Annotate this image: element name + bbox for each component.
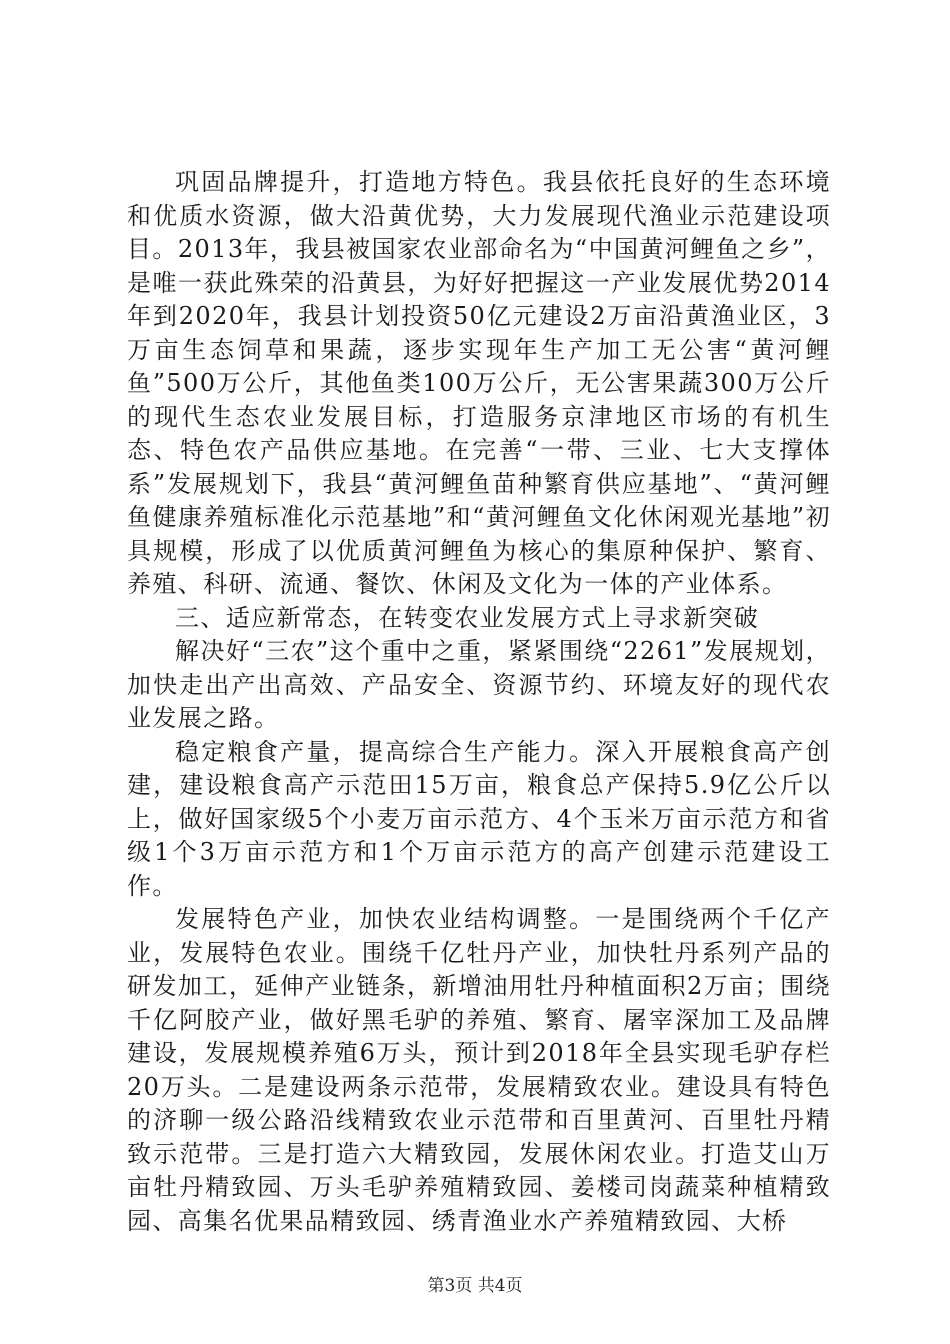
- paragraph-brand: 巩固品牌提升，打造地方特色。我县依托良好的生态环境和优质水资源，做大沿黄优势，大力发展现代渔业示范建设项目。2013年，我县被国家农业部命名为“中国黄河鲤鱼之乡”，是唯一获此殊荣的沿黄县，为好好把握这一产业发展优势2014年到2020年，我县计划投资50亿元建设2万亩沿黄渔业区，3万亩生态饲草和果蔬，逐步实现年生产加工无公害“黄河鲤鱼”500万公斤，其他鱼类100万公斤，无公害果蔬300万公斤的现代生态农业发展目标，打造服务京津地区市场的有机生态、特色农产品供应基地。在完善“一带、三业、七大支撑体系”发展规划下，我县“黄河鲤鱼苗种繁育供应基地”、“黄河鲤鱼健康养殖标准化示范基地”和“黄河鲤鱼文化休闲观光基地”初具规模，形成了以优质黄河鲤鱼为核心的集原种保护、繁育、养殖、科研、流通、餐饮、休闲及文化为一体的产业体系。: [127, 168, 831, 598]
- document-body: [127, 166, 831, 1238]
- paragraph-industry: 发展特色产业，加快农业结构调整。一是围绕两个千亿产业，发展特色农业。围绕千亿牡丹产业，加快牡丹系列产品的研发加工，延伸产业链条，新增油用牡丹种植面积2万亩；围绕千亿阿胶产业，做好黑毛驴的养殖、繁育、屠宰深加工及品牌建设，发展规模养殖6万头，预计到2018年全县实现毛驴存栏20万头。二是建设两条示范带，发展精致农业。建设具有特色的济聊一级公路沿线精致农业示范带和百里黄河、百里牡丹精致示范带。三是打造六大精致园，发展休闲农业。打造艾山万亩牡丹精致园、万头毛驴养殖精致园、姜楼司岗蔬菜种植精致园、高集名优果品精致园、绣青渔业水产养殖精致园、大桥: [127, 905, 831, 1235]
- section-heading: 三、适应新常态，在转变农业发展方式上寻求新突破: [175, 603, 760, 632]
- page-number-footer: 第3页 共4页: [427, 1276, 523, 1296]
- paragraph-grain: 稳定粮食产量，提高综合生产能力。深入开展粮食高产创建，建设粮食高产示范田15万亩，粮食总产保持5.9亿公斤以上，做好国家级5个小麦万亩示范方、4个玉米万亩示范方和省级1个3万亩示范方和1个万亩示范方的高产创建示范建设工作。: [127, 737, 831, 900]
- paragraph-sannong: 解决好“三农”这个重中之重，紧紧围绕“2261”发展规划，加快走出产出高效、产品安全、资源节约、环境友好的现代农业发展之路。: [127, 637, 831, 732]
